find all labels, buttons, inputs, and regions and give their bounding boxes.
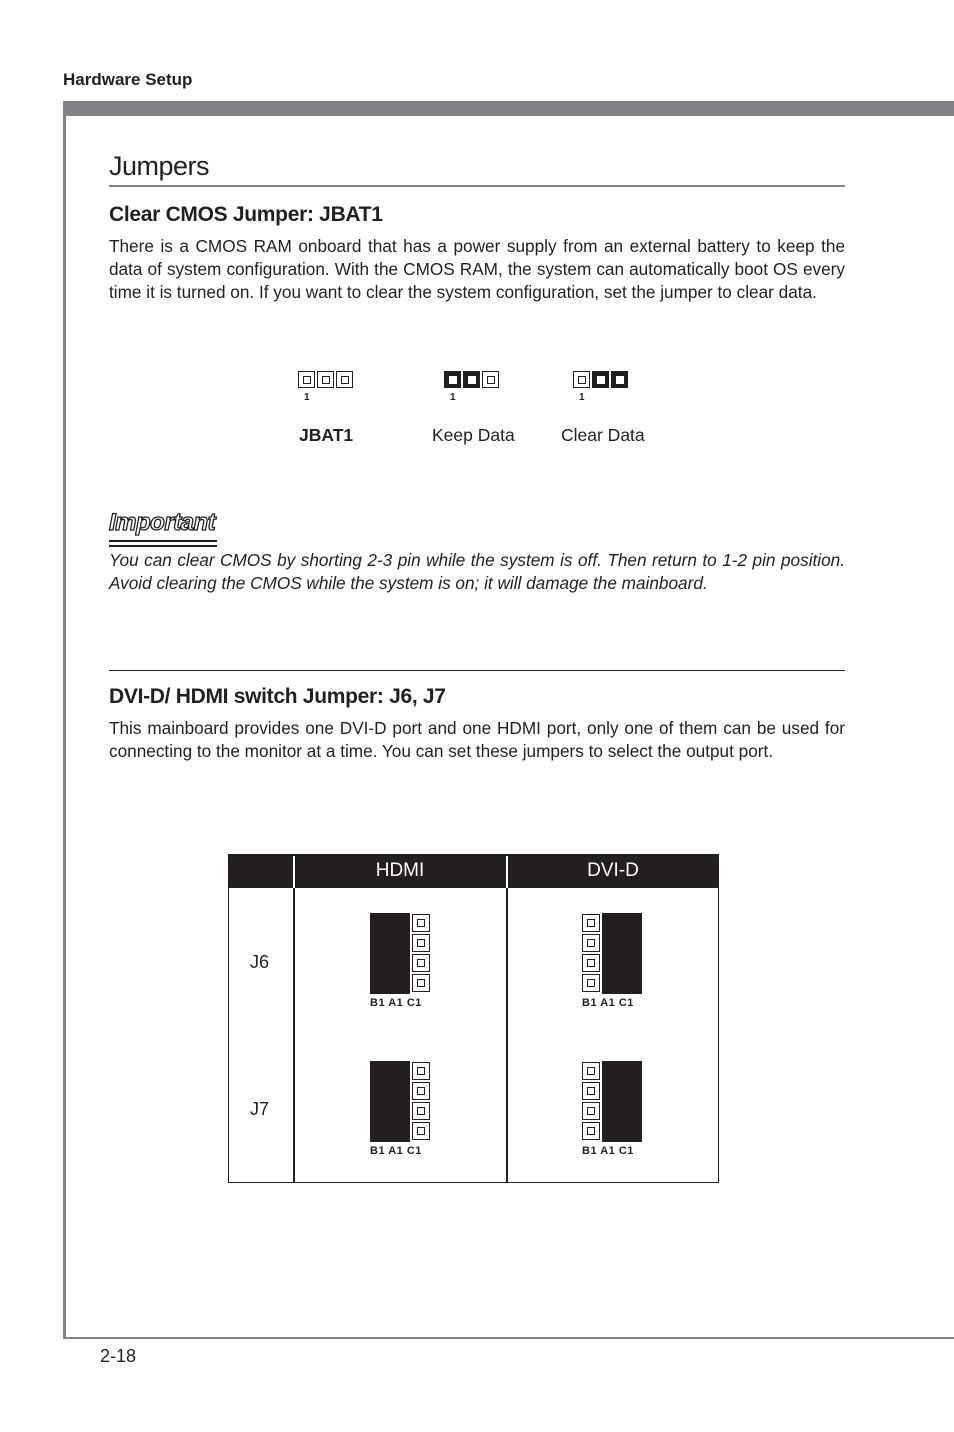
page-title: Jumpers <box>109 151 210 181</box>
left-margin-rule <box>63 101 66 1339</box>
pin-labels: B1 A1 C1 <box>370 1145 422 1157</box>
pin-column <box>582 914 600 992</box>
pin <box>412 974 430 992</box>
pin <box>412 1082 430 1100</box>
pin-one-marker: 1 <box>304 392 310 403</box>
jbat1-label: JBAT1 <box>299 425 354 445</box>
pin <box>412 1122 430 1140</box>
shorted-pin <box>592 371 609 388</box>
jumper-cap <box>602 913 642 994</box>
header-bar <box>63 101 954 116</box>
pin <box>412 914 430 932</box>
pin <box>412 1102 430 1120</box>
clear-cmos-paragraph: There is a CMOS RAM onboard that has a power supply from an external battery to keep the data of system configuration. With the CMOS RAM, the system can automatically boot OS every time it is turned on. If you want to clear the system configuration, set the jumper to clear data. <box>109 236 845 302</box>
column-header-dvi-d: DVI-D <box>587 860 639 881</box>
clear-data-label: Clear Data <box>561 425 645 445</box>
pin <box>412 934 430 952</box>
pin-one-marker: 1 <box>579 392 585 403</box>
pin <box>582 1102 600 1120</box>
row-label-j6: J6 <box>250 952 270 972</box>
pin <box>573 371 590 388</box>
title-underline <box>109 185 845 187</box>
jumper-cap <box>370 1061 410 1142</box>
jumper-cap <box>602 1061 642 1142</box>
row-label-j7: J7 <box>250 1099 270 1119</box>
dvi-hdmi-paragraph: This mainboard provides one DVI-D port and one HDMI port, only one of them can be used for connecting to the monitor at a time. You can set these jumpers to select the output port. <box>109 718 845 761</box>
keep-data-label: Keep Data <box>432 425 515 445</box>
dvi-hdmi-heading: DVI-D/ HDMI switch Jumper: J6, J7 <box>109 685 446 708</box>
jbat1-diagram <box>298 371 353 388</box>
pin <box>298 371 315 388</box>
pin-column <box>412 914 430 992</box>
clear-data-diagram <box>573 371 628 388</box>
important-label: Important <box>109 509 216 536</box>
page-number: 2-18 <box>100 1346 137 1366</box>
pin <box>582 1082 600 1100</box>
pin <box>336 371 353 388</box>
pin <box>582 974 600 992</box>
pin-column <box>412 1062 430 1140</box>
pin <box>317 371 334 388</box>
pin <box>582 1122 600 1140</box>
footer-rule <box>63 1337 954 1339</box>
jumper-cap <box>370 913 410 994</box>
pin-column <box>582 1062 600 1140</box>
table-column-divider <box>293 854 295 1183</box>
pin <box>412 954 430 972</box>
table-column-divider <box>506 854 508 1183</box>
pin-labels: B1 A1 C1 <box>582 997 634 1009</box>
pin <box>482 371 499 388</box>
shorted-pin <box>611 371 628 388</box>
pin <box>582 934 600 952</box>
shorted-pin <box>463 371 480 388</box>
important-text: You can clear CMOS by shorting 2-3 pin while the system is off. Then return to 1-2 pin position. Avoid clearing the CMOS while the system is on; it will damage the mainboard. <box>109 550 845 593</box>
pin <box>582 954 600 972</box>
section-divider <box>109 670 845 671</box>
pin-labels: B1 A1 C1 <box>370 997 422 1009</box>
pin-labels: B1 A1 C1 <box>582 1145 634 1157</box>
important-underline <box>109 540 217 542</box>
pin <box>582 914 600 932</box>
important-underline <box>109 545 217 547</box>
clear-cmos-heading: Clear CMOS Jumper: JBAT1 <box>109 203 383 226</box>
pin <box>412 1062 430 1080</box>
shorted-pin <box>444 371 461 388</box>
pin-one-marker: 1 <box>450 392 456 403</box>
keep-data-diagram <box>444 371 499 388</box>
pin <box>582 1062 600 1080</box>
jumper-table <box>228 854 719 1183</box>
section-label: Hardware Setup <box>63 70 193 89</box>
column-header-hdmi: HDMI <box>375 860 425 881</box>
